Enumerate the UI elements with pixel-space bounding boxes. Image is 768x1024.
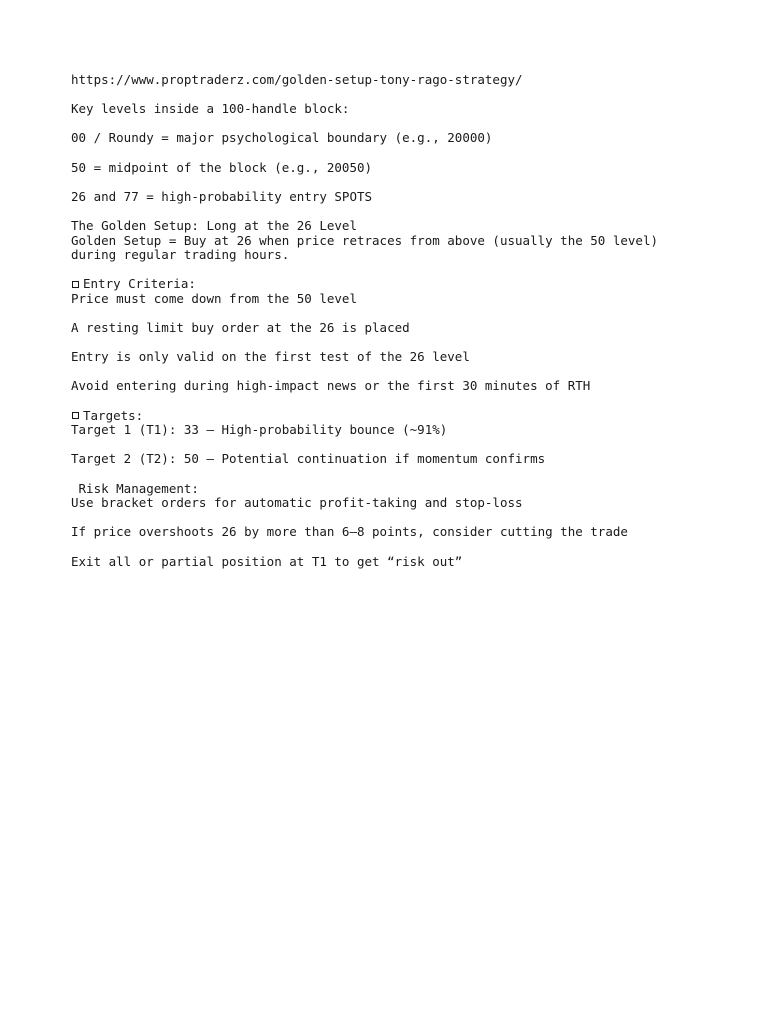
entry-criteria-item: Entry is only valid on the first test of the 26 level	[71, 349, 470, 365]
target-item: Target 1 (T1): 33 – High-probability bounce (~91%)	[71, 422, 448, 438]
entry-criteria-item: Price must come down from the 50 level	[71, 290, 357, 306]
risk-management-item: If price overshoots 26 by more than 6–8 points, consider cutting the trade	[71, 524, 628, 540]
missing-glyph-box-icon	[72, 281, 79, 288]
key-level-item: 50 = midpoint of the block (e.g., 20050)	[71, 159, 373, 175]
risk-management-heading: Risk Management:	[71, 480, 199, 496]
key-level-item: 00 / Roundy = major psychological boundary (e.g., 20000)	[71, 130, 493, 146]
targets-heading-row	[71, 409, 751, 424]
key-levels-heading: Key levels inside a 100-handle block:	[71, 101, 350, 117]
risk-management-item: Use bracket orders for automatic profit-taking and stop-loss	[71, 495, 523, 511]
source-url: https://www.proptraderz.com/golden-setup-tony-rago-strategy/	[71, 72, 523, 87]
entry-criteria-heading-row	[71, 277, 751, 292]
golden-setup-title: The Golden Setup: Long at the 26 Level	[71, 217, 357, 233]
key-level-item: 26 and 77 = high-probability entry SPOTS	[71, 188, 373, 204]
risk-management-item: Exit all or partial position at T1 to get “risk out”	[71, 553, 463, 569]
document-body	[71, 73, 751, 569]
entry-criteria-item: A resting limit buy order at the 26 is placed	[71, 320, 410, 336]
entry-criteria-heading: Entry Criteria:	[83, 276, 196, 292]
targets-heading: Targets:	[83, 407, 144, 423]
target-item: Target 2 (T2): 50 – Potential continuation if momentum confirms	[71, 451, 546, 467]
golden-setup-definition: Golden Setup = Buy at 26 when price retraces from above (usually the 50 level)	[71, 232, 658, 248]
entry-criteria-item: Avoid entering during high-impact news or the first 30 minutes of RTH	[71, 378, 591, 394]
missing-glyph-box-icon	[72, 412, 79, 419]
golden-setup-definition-continued: during regular trading hours.	[71, 247, 290, 263]
